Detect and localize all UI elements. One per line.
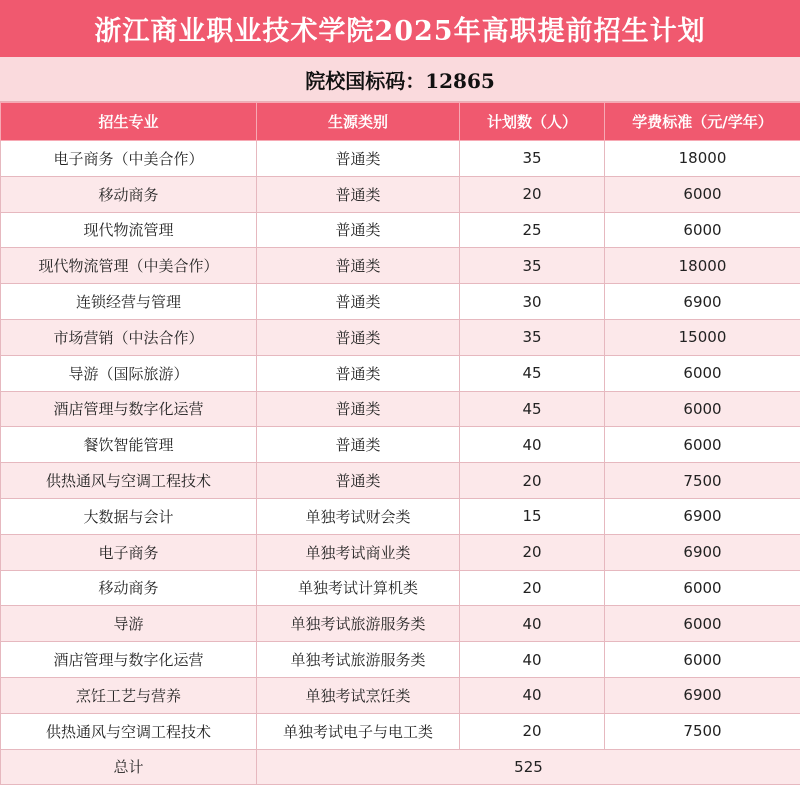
quota-cell: 20 <box>460 176 605 212</box>
major-cell: 现代物流管理 <box>1 212 257 248</box>
table-row <box>1 463 800 499</box>
category-cell: 普通类 <box>257 319 460 355</box>
major-cell: 电子商务（中美合作） <box>1 141 257 177</box>
quota-cell: 30 <box>460 284 605 320</box>
category-cell: 普通类 <box>257 248 460 284</box>
category-cell: 普通类 <box>257 176 460 212</box>
major-cell: 餐饮智能管理 <box>1 427 257 463</box>
major-cell: 酒店管理与数字化运营 <box>1 391 257 427</box>
header-quota: 计划数（人） <box>460 103 605 141</box>
table-row <box>1 427 800 463</box>
tuition-cell: 6900 <box>605 677 800 713</box>
tuition-cell: 6000 <box>605 642 800 678</box>
quota-cell: 35 <box>460 319 605 355</box>
category-cell: 普通类 <box>257 391 460 427</box>
category-cell: 单独考试商业类 <box>257 534 460 570</box>
tuition-cell: 6000 <box>605 427 800 463</box>
enrollment-table <box>0 102 800 785</box>
table-row <box>1 498 800 534</box>
header-tuition: 学费标准（元/学年） <box>605 103 800 141</box>
category-cell: 普通类 <box>257 427 460 463</box>
total-value: 525 <box>257 749 800 785</box>
quota-cell: 35 <box>460 248 605 284</box>
category-cell: 普通类 <box>257 284 460 320</box>
header-category: 生源类别 <box>257 103 460 141</box>
category-cell: 单独考试电子与电工类 <box>257 713 460 749</box>
tuition-cell: 6900 <box>605 284 800 320</box>
tuition-cell: 6000 <box>605 391 800 427</box>
major-cell: 烹饪工艺与营养 <box>1 677 257 713</box>
quota-cell: 20 <box>460 463 605 499</box>
tuition-cell: 15000 <box>605 319 800 355</box>
category-cell: 单独考试旅游服务类 <box>257 606 460 642</box>
table-row <box>1 319 800 355</box>
category-cell: 普通类 <box>257 212 460 248</box>
tuition-cell: 6000 <box>605 212 800 248</box>
tuition-cell: 6000 <box>605 355 800 391</box>
table-row <box>1 642 800 678</box>
major-cell: 供热通风与空调工程技术 <box>1 713 257 749</box>
tuition-cell: 6900 <box>605 534 800 570</box>
table-row <box>1 570 800 606</box>
major-cell: 移动商务 <box>1 176 257 212</box>
table-row <box>1 212 800 248</box>
category-cell: 普通类 <box>257 463 460 499</box>
quota-cell: 45 <box>460 355 605 391</box>
table-row <box>1 677 800 713</box>
tuition-cell: 6900 <box>605 498 800 534</box>
major-cell: 导游 <box>1 606 257 642</box>
tuition-cell: 6000 <box>605 176 800 212</box>
table-row <box>1 355 800 391</box>
major-cell: 大数据与会计 <box>1 498 257 534</box>
category-cell: 单独考试计算机类 <box>257 570 460 606</box>
table-row <box>1 248 800 284</box>
total-label: 总计 <box>1 749 257 785</box>
quota-cell: 25 <box>460 212 605 248</box>
table-row <box>1 713 800 749</box>
category-cell: 普通类 <box>257 355 460 391</box>
major-cell: 现代物流管理（中美合作） <box>1 248 257 284</box>
tuition-cell: 18000 <box>605 248 800 284</box>
quota-cell: 40 <box>460 642 605 678</box>
major-cell: 电子商务 <box>1 534 257 570</box>
major-cell: 酒店管理与数字化运营 <box>1 642 257 678</box>
quota-cell: 40 <box>460 677 605 713</box>
category-cell: 单独考试烹饪类 <box>257 677 460 713</box>
quota-cell: 40 <box>460 427 605 463</box>
category-cell: 单独考试财会类 <box>257 498 460 534</box>
category-cell: 单独考试旅游服务类 <box>257 642 460 678</box>
header-major: 招生专业 <box>1 103 257 141</box>
page-title: 浙江商业职业技术学院2025年高职提前招生计划 <box>0 0 800 57</box>
table-row <box>1 284 800 320</box>
major-cell: 市场营销（中法合作） <box>1 319 257 355</box>
major-cell: 导游（国际旅游） <box>1 355 257 391</box>
quota-cell: 20 <box>460 713 605 749</box>
category-cell: 普通类 <box>257 141 460 177</box>
tuition-cell: 7500 <box>605 463 800 499</box>
tuition-cell: 6000 <box>605 570 800 606</box>
quota-cell: 20 <box>460 534 605 570</box>
table-row <box>1 176 800 212</box>
quota-cell: 35 <box>460 141 605 177</box>
table-row <box>1 606 800 642</box>
quota-cell: 40 <box>460 606 605 642</box>
tuition-cell: 7500 <box>605 713 800 749</box>
school-code: 院校国标码：12865 <box>0 57 800 102</box>
tuition-cell: 6000 <box>605 606 800 642</box>
major-cell: 连锁经营与管理 <box>1 284 257 320</box>
table-row <box>1 534 800 570</box>
table-header-row <box>1 103 800 141</box>
tuition-cell: 18000 <box>605 141 800 177</box>
quota-cell: 20 <box>460 570 605 606</box>
quota-cell: 15 <box>460 498 605 534</box>
table-body <box>1 141 800 750</box>
major-cell: 供热通风与空调工程技术 <box>1 463 257 499</box>
table-row <box>1 391 800 427</box>
table-row <box>1 141 800 177</box>
quota-cell: 45 <box>460 391 605 427</box>
total-row <box>1 749 800 785</box>
major-cell: 移动商务 <box>1 570 257 606</box>
